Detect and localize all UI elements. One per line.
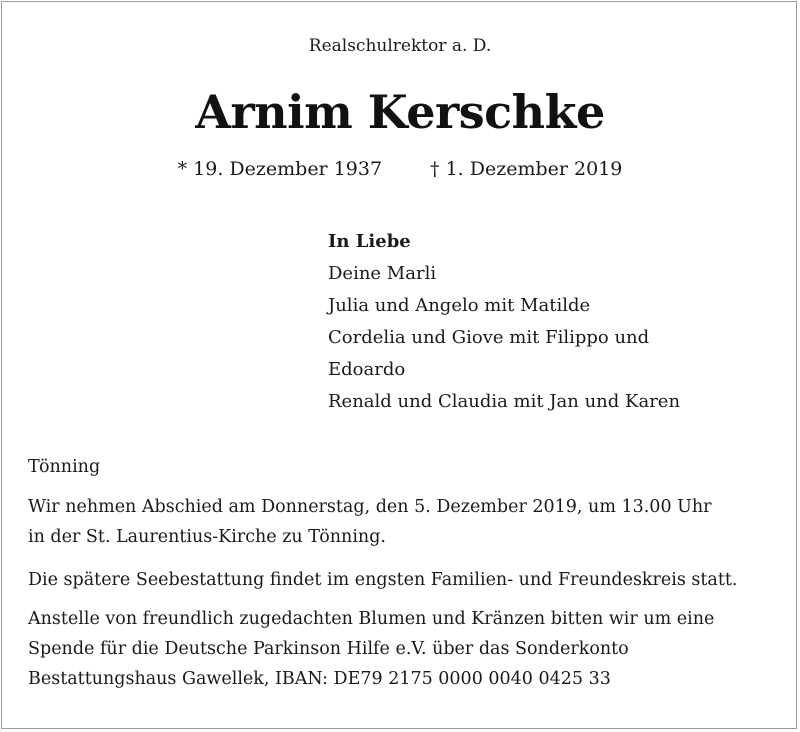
deceased-name: Arnim Kerschke — [195, 85, 605, 139]
mourners-block — [328, 226, 680, 418]
place-name: Tönning — [28, 457, 101, 477]
life-dates — [0, 156, 800, 182]
donation-line: Bestattungshaus Gawellek, IBAN: DE79 2175 0000 0040 0425 33 — [28, 669, 611, 689]
mourner-line: Renald und Claudia mit Jan und Karen — [328, 391, 681, 412]
funeral-line: Wir nehmen Abschied am Donnerstag, den 5. Dezember 2019, um 13.00 Uhr — [28, 497, 712, 517]
mourner-line: Julia und Angelo mit Matilde — [328, 295, 591, 316]
death-date: † 1. Dezember 2019 — [430, 158, 623, 180]
donation-line: Spende für die Deutsche Parkinson Hilfe e.V. über das Sonderkonto — [28, 639, 629, 659]
birth-date: * 19. Dezember 1937 — [177, 158, 383, 180]
mourner-line: Edoardo — [328, 359, 406, 380]
funeral-line: in der St. Laurentius-Kirche zu Tönning. — [28, 527, 386, 547]
burial-paragraph — [28, 565, 737, 595]
burial-line: Die spätere Seebestattung findet im engsten Familien- und Freundeskreis statt. — [28, 570, 738, 590]
funeral-paragraph — [28, 492, 712, 552]
mourner-line: Deine Marli — [328, 263, 437, 284]
professional-title: Realschulrektor a. D. — [308, 36, 492, 56]
donation-paragraph — [28, 604, 714, 694]
mourner-line: Cordelia und Giove mit Filippo und — [328, 327, 650, 348]
mourners-lead: In Liebe — [328, 231, 411, 252]
donation-line: Anstelle von freundlich zugedachten Blumen und Kränzen bitten wir um eine — [28, 609, 715, 629]
